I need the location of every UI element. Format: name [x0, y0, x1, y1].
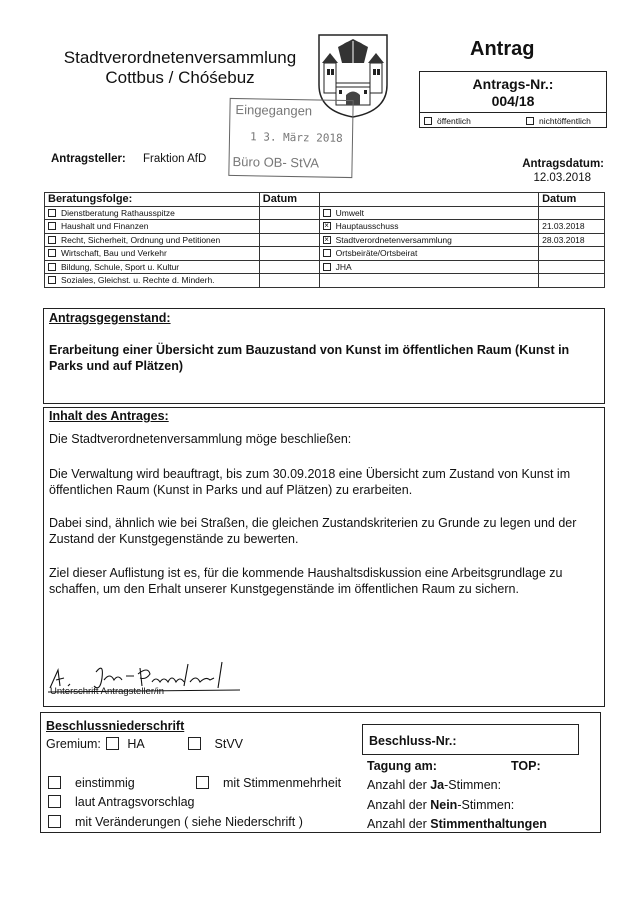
gremium-label: Gremium: [46, 737, 101, 751]
antrags-nr-label: Antrags-Nr.: [472, 76, 554, 92]
inhalt-box [43, 407, 605, 707]
table-row [45, 247, 605, 261]
date-cell [539, 247, 605, 261]
committee-checkbox[interactable] [323, 249, 331, 257]
committee-checkbox[interactable] [48, 263, 56, 271]
date-cell [259, 247, 319, 261]
antragsgegenstand-label: Antragsgegenstand: [49, 311, 171, 325]
applicant-value: Fraktion AfD [142, 153, 207, 165]
table-row [45, 220, 605, 234]
signature-caption: Unterschrift Antragsteller/in [50, 686, 165, 697]
date-cell [539, 274, 605, 288]
committee-cell[interactable] [45, 274, 260, 288]
committee-checkbox-checked[interactable]: × [324, 234, 329, 244]
gremium-stvv-label: StVV [214, 737, 244, 751]
datum-header-right: Datum [539, 193, 605, 207]
doc-type-title: Antrag [470, 38, 535, 60]
einstimmig-label: einstimmig [75, 776, 135, 790]
veraenderung-label: mit Veränderungen ( siehe Niederschrift ) [75, 815, 303, 829]
committee-cell[interactable] [319, 233, 538, 247]
committee-label: JHA [335, 261, 352, 272]
committee-cell[interactable] [45, 220, 260, 234]
mehrheit-checkbox[interactable] [196, 776, 209, 789]
committee-checkbox[interactable] [323, 209, 331, 217]
nein-stimmen [367, 798, 514, 812]
tagung-label: Tagung am: [367, 759, 437, 773]
enthaltungen [367, 817, 547, 831]
nonpublic-option[interactable] [526, 116, 591, 126]
public-option[interactable] [424, 116, 471, 126]
table-row [45, 206, 605, 220]
ja-prefix: Anzahl der [367, 778, 431, 792]
nonpublic-label: nichtöffentlich [539, 116, 591, 126]
antragsgegenstand-box [43, 308, 605, 404]
committee-checkbox-checked[interactable]: × [324, 221, 329, 230]
enth-prefix: Anzahl der [367, 817, 431, 831]
committee-label: Recht, Sicherheit, Ordnung und Petitionen [61, 234, 221, 245]
inhalt-paragraph-3: Dabei sind, ähnlich wie bei Straßen, die gleichen Zustandskriterien zu Grunde zu legen und der Zustand der Kunstgegenstände zu bewerten. [49, 516, 577, 546]
antragsdatum-value: 12.03.2018 [533, 172, 591, 184]
committee-cell[interactable] [45, 247, 260, 261]
org-name-line2: Cottbus / Chóśebuz [105, 68, 255, 87]
option-vorschlag[interactable] [48, 795, 195, 809]
stamp-line3: Büro OB- StVA [232, 153, 320, 171]
received-stamp [228, 98, 353, 178]
einstimmig-checkbox[interactable] [48, 776, 61, 789]
date-cell [539, 260, 605, 274]
committee-checkbox[interactable] [48, 249, 56, 257]
visibility-row [420, 112, 606, 128]
option-veraenderung[interactable] [48, 815, 303, 829]
date-cell [539, 206, 605, 220]
committee-label: Haushalt und Finanzen [61, 221, 149, 232]
nein-prefix: Anzahl der [367, 798, 431, 812]
beschluss-nr-box [362, 724, 579, 755]
top-label: TOP: [511, 759, 541, 773]
committee-label: Stadtverordnetenversammlung [335, 234, 452, 245]
org-name [40, 48, 320, 88]
header-spacer [319, 193, 538, 207]
committee-label: Umwelt [335, 207, 364, 218]
ja-suffix: -Stimmen: [444, 778, 502, 792]
nonpublic-checkbox[interactable] [526, 117, 534, 125]
committee-label: Hauptausschuss [335, 221, 399, 232]
public-label: öffentlich [437, 116, 471, 126]
org-name-line1: Stadtverordnetenversammlung [63, 48, 297, 67]
ja-stimmen [367, 778, 501, 792]
gremium-stvv-checkbox[interactable] [188, 737, 201, 750]
antragsgegenstand-text: Erarbeitung einer Übersicht zum Bauzustand von Kunst im öffentlichen Raum (Kunst in Parks und auf Plätzen) [49, 343, 570, 373]
committee-checkbox[interactable] [48, 209, 56, 217]
nein-suffix: -Stimmen: [457, 798, 515, 812]
committee-label: Dienstberatung Rathausspitze [61, 207, 175, 218]
date-cell [259, 206, 319, 220]
committee-cell[interactable] [319, 247, 538, 261]
committee-cell[interactable] [45, 206, 260, 220]
committee-cell[interactable] [319, 260, 538, 274]
date-cell [259, 260, 319, 274]
vorschlag-label: laut Antragsvorschlag [75, 795, 195, 809]
beschluss-title: Beschlussniederschrift [46, 719, 185, 733]
table-row [45, 260, 605, 274]
stamp-line1: Eingegangen [235, 102, 313, 119]
committee-label: Soziales, Gleichst. u. Rechte d. Minderh. [61, 275, 215, 286]
gremium-ha-checkbox[interactable] [106, 737, 119, 750]
option-einstimmig[interactable] [48, 776, 135, 790]
date-cell [259, 233, 319, 247]
ja-bold: Ja [430, 778, 445, 792]
vorschlag-checkbox[interactable] [48, 795, 61, 808]
date-cell [259, 274, 319, 288]
antragsdatum [480, 157, 604, 185]
stamp-line2: 1 3. März 2018 [249, 130, 343, 145]
table-row [45, 274, 605, 288]
datum-header-left: Datum [259, 193, 319, 207]
inhalt-paragraph-1: Die Stadtverordnetenversammlung möge beschließen: [49, 432, 352, 446]
gremium-row [46, 737, 243, 751]
antrags-nr-value: 004/18 [491, 93, 535, 109]
beratungsfolge-table [44, 192, 605, 288]
option-mehrheit[interactable] [196, 776, 341, 790]
committee-label: Bildung, Schule, Sport u. Kultur [61, 261, 180, 272]
antragsdatum-label: Antragsdatum: [522, 158, 604, 170]
committee-label: Ortsbeiräte/Ortsbeirat [335, 248, 418, 259]
committee-checkbox[interactable] [48, 236, 56, 244]
committee-label: Wirtschaft, Bau und Verkehr [61, 248, 167, 259]
date-cell: 21.03.2018 [539, 220, 605, 234]
beschluss-box [40, 712, 601, 833]
committee-cell[interactable] [319, 206, 538, 220]
beratungsfolge-header-row [45, 193, 605, 207]
beratungsfolge-title: Beratungsfolge: [45, 193, 260, 207]
mehrheit-label: mit Stimmenmehrheit [223, 776, 342, 790]
committee-cell [319, 274, 538, 288]
gremium-ha-label: HA [127, 737, 145, 751]
inhalt-label: Inhalt des Antrages: [49, 409, 169, 423]
table-row [45, 233, 605, 247]
applicant-label: Antragsteller: [51, 153, 126, 165]
committee-checkbox[interactable] [323, 263, 331, 271]
applicant-row [51, 153, 206, 165]
inhalt-paragraph-4: Ziel dieser Auflistung ist es, für die kommende Haushaltsdiskussion eine Arbeitsgrundlage zu schaffen, um den Erhalt unserer Kunstgegenstände im öffentlichen Raum zu sichern. [49, 566, 563, 596]
enth-bold: Stimmenthaltungen [430, 817, 547, 831]
committee-checkbox[interactable] [48, 222, 56, 230]
committee-checkbox[interactable] [48, 276, 56, 284]
nein-bold: Nein [430, 798, 458, 812]
antrags-nr-box [419, 71, 607, 128]
beschluss-nr-label: Beschluss-Nr.: [369, 734, 457, 748]
public-checkbox[interactable] [424, 117, 432, 125]
inhalt-paragraph-2: Die Verwaltung wird beauftragt, bis zum 30.09.2018 eine Übersicht zum Zustand von Kunst im öffentlichen Raum (Kunst in Parks und auf Plätzen) zu erarbeiten. [49, 467, 571, 497]
committee-cell[interactable] [45, 233, 260, 247]
committee-cell[interactable] [319, 220, 538, 234]
date-cell [259, 220, 319, 234]
date-cell: 28.03.2018 [539, 233, 605, 247]
veraenderung-checkbox[interactable] [48, 815, 61, 828]
committee-cell[interactable] [45, 260, 260, 274]
